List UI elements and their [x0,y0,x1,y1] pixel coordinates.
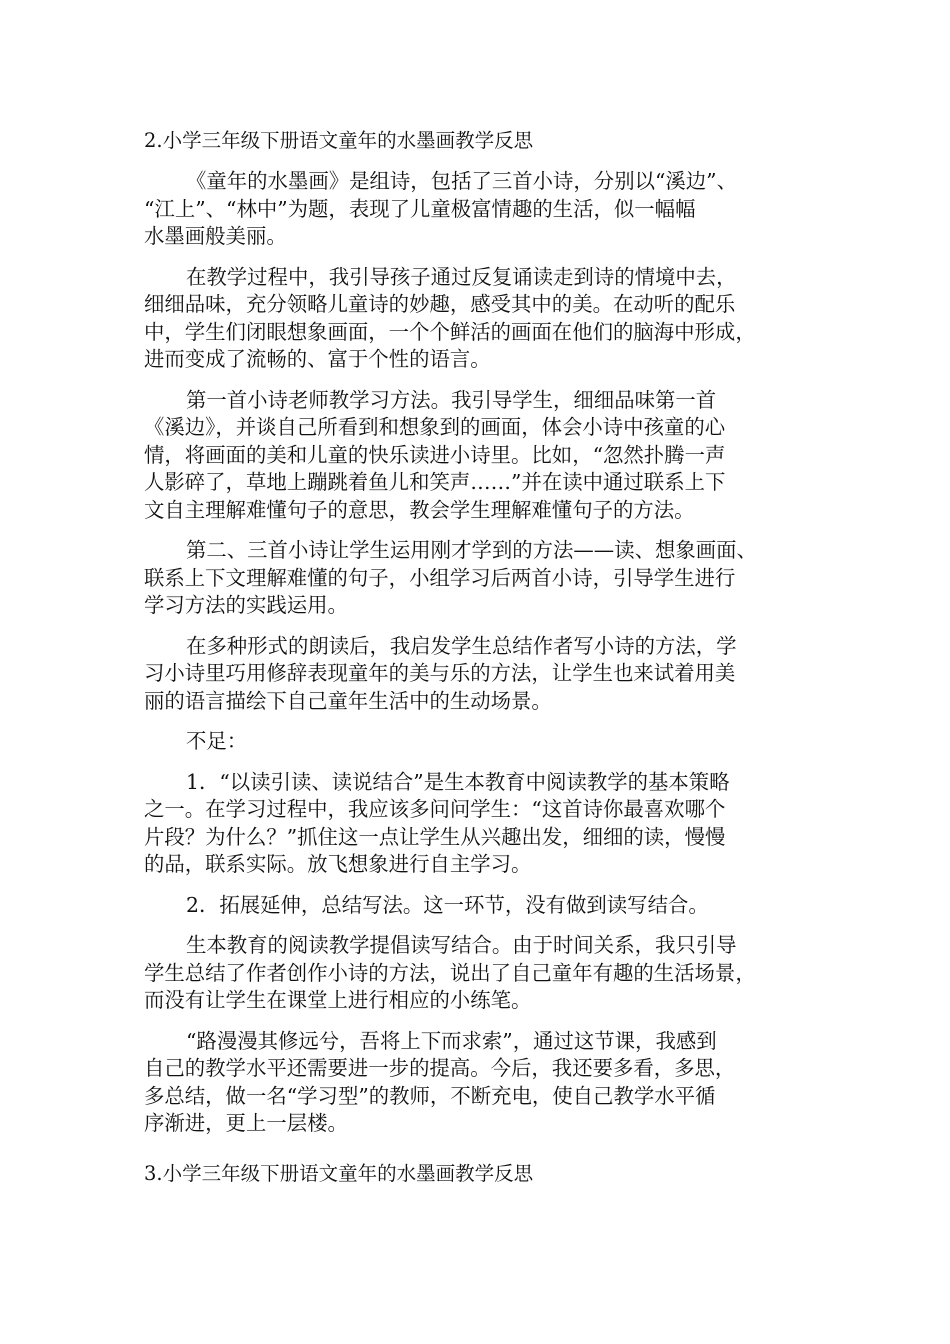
text-line: 习小诗里巧用修辞表现童年的美与乐的方法，让学生也来试着用美 [144,661,736,685]
section-heading-2: 2.小学三年级下册语文童年的水墨画教学反思 [144,129,534,152]
text-line: 联系上下文理解难懂的句子，小组学习后两首小诗，引导学生进行 [144,565,736,590]
text-line: 进而变成了流畅的、富于个性的语言。 [144,347,491,371]
text-line: 序渐进，更上一层楼。 [144,1111,348,1135]
paragraph-teaching-process [144,264,820,374]
paragraph-reading-writing [144,932,820,1015]
text-line: 的品，联系实际。放飞想象进行自主学习。 [144,852,532,876]
paragraph-shortcomings-heading [144,728,820,756]
text-line: 2．拓展延伸，总结写法。这一环节，没有做到读写结合。 [186,892,709,917]
text-line: 第二、三首小诗让学生运用刚才学到的方法——读、想象画面、 [186,538,757,562]
section-heading-3: 3.小学三年级下册语文童年的水墨画教学反思 [144,1162,534,1185]
text-line: 在教学过程中，我引导孩子通过反复诵读走到诗的情境中去， [186,264,737,289]
text-line: 生本教育的阅读教学提倡读写结合。由于时间关系，我只引导 [186,933,737,957]
document-body [144,168,820,1151]
paragraph-intro [144,168,820,251]
text-line: “江上”、“林中”为题，表现了儿童极富情趣的生活，似一幅幅 [144,196,696,221]
text-line: 不足： [186,729,248,753]
text-line: 水墨画般美丽。 [144,224,287,248]
text-line: 第一首小诗老师教学习方法。我引导学生，细细品味第一首 [186,387,717,412]
paragraph-shortcoming-1 [144,769,820,879]
text-line: 文自主理解难懂句子的意思，教会学生理解难懂句子的方法。 [144,497,695,522]
text-line: 1．“以读引读、读说结合”是生本教育中阅读教学的基本策略 [186,769,730,794]
text-line: 片段？为什么？”抓住这一点让学生从兴趣出发，细细的读，慢慢 [144,824,726,849]
text-line: 而没有让学生在课堂上进行相应的小练笔。 [144,988,532,1012]
text-line: 学习方法的实践运用。 [144,593,348,617]
paragraph-second-third-poems [144,537,820,620]
paragraph-first-poem [144,387,820,525]
text-line: 中，学生们闭眼想象画面，一个个鲜活的画面在他们的脑海中形成， [144,319,756,344]
text-line: 之一。在学习过程中，我应该多问问学生：“这首诗你最喜欢哪个 [144,797,726,821]
text-line: 情，将画面的美和儿童的快乐读进小诗里。比如，“忽然扑腾一声 [144,442,726,467]
text-line: 自己的教学水平还需要进一步的提高。今后，我还要多看，多思， [144,1056,736,1080]
text-line: 细细品味，充分领略儿童诗的妙趣，感受其中的美。在动听的配乐 [144,292,736,316]
text-line: 丽的语言描绘下自己童年生活中的生动场景。 [144,688,552,713]
text-line: “路漫漫其修远兮，吾将上下而求索”，通过这节课，我感到 [186,1028,717,1053]
text-line: 人影碎了，草地上蹦跳着鱼儿和笑声……”并在读中通过联系上下 [144,470,726,494]
text-line: 《溪边》，并谈自己所看到和想象到的画面，体会小诗中孩童的心 [144,415,726,439]
paragraph-shortcoming-2 [144,892,820,920]
paragraph-conclusion [144,1028,820,1138]
text-line: 在多种形式的朗读后，我启发学生总结作者写小诗的方法，学 [186,633,737,658]
text-line: 学生总结了作者创作小诗的方法，说出了自己童年有趣的生活场景， [144,960,756,985]
text-line: 《童年的水墨画》是组诗，包括了三首小诗，分别以“溪边”、 [186,169,738,193]
text-line: 多总结，做一名“学习型”的教师，不断充电，使自己教学水平循 [144,1083,716,1108]
paragraph-reading-forms [144,633,820,716]
